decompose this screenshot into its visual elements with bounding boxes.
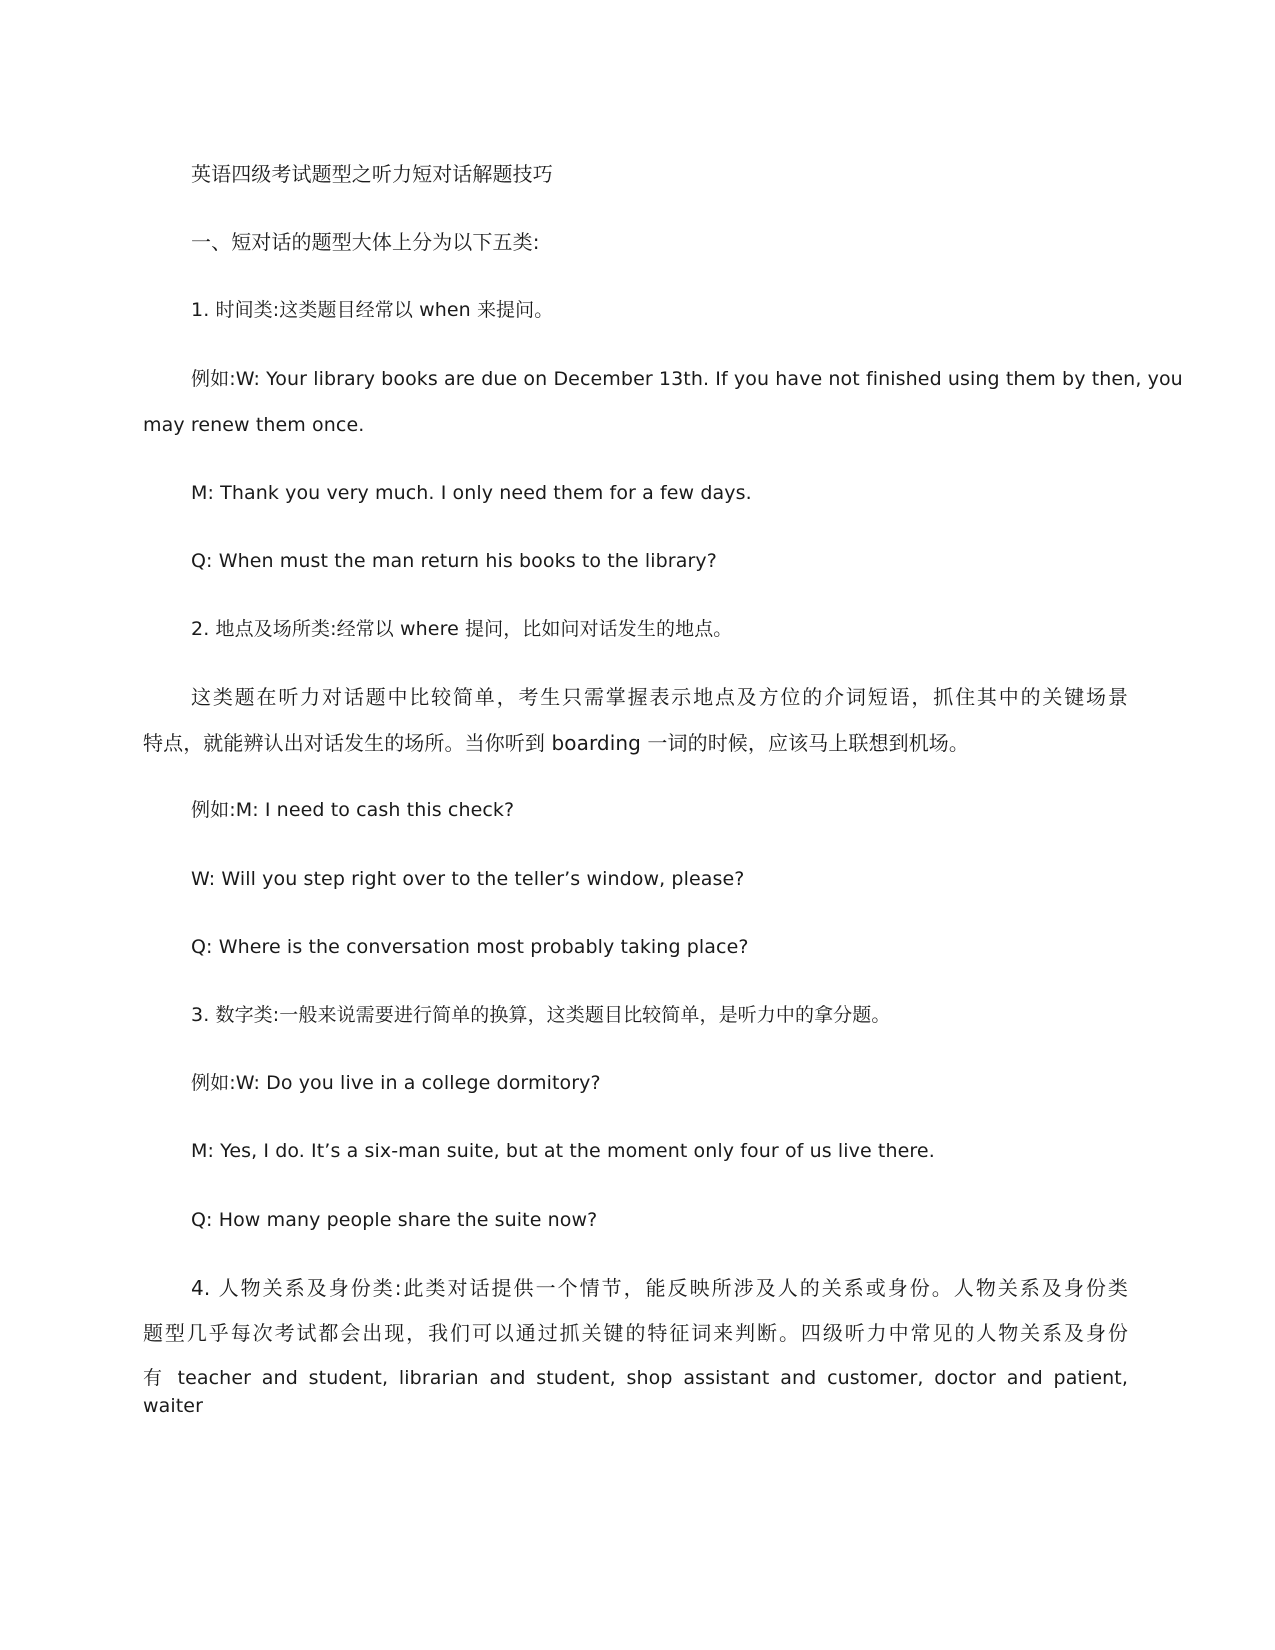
dialogue-line: W: Will you step right over to the teller’s window, please? — [191, 868, 745, 890]
paragraph-line: 题型几乎每次考试都会出现，我们可以通过抓关键的特征词来判断。四级听力中常见的人物关系及身份 — [143, 1321, 1128, 1345]
paragraph-line: 这类题在听力对话题中比较简单，考生只需掌握表示地点及方位的介词短语，抓住其中的关键场景 — [191, 685, 1128, 709]
example-line: 例如:W: Do you live in a college dormitory? — [191, 1072, 601, 1094]
paragraph-line: 有 teacher and student, librarian and student, shop assistant and customer, doctor and patient, waiter — [143, 1367, 1128, 1417]
question-line: Q: Where is the conversation most probably taking place? — [191, 936, 749, 958]
example-line: 例如:M: I need to cash this check? — [191, 799, 515, 821]
section-heading: 一、短对话的题型大体上分为以下五类: — [191, 230, 540, 254]
example-line-continued: may renew them once. — [143, 414, 365, 436]
example-line: 例如:W: Your library books are due on December 13th. If you have not finished using them by then, you — [191, 368, 1183, 390]
item-heading: 2. 地点及场所类:经常以 where 提问，比如问对话发生的地点。 — [191, 618, 733, 640]
question-line: Q: When must the man return his books to the library? — [191, 550, 717, 572]
item-heading: 3. 数字类:一般来说需要进行简单的换算，这类题目比较简单，是听力中的拿分题。 — [191, 1004, 891, 1026]
document-title: 英语四级考试题型之听力短对话解题技巧 — [191, 162, 553, 186]
paragraph-line: 特点，就能辨认出对话发生的场所。当你听到 boarding 一词的时候，应该马上联想到机场。 — [143, 731, 969, 755]
dialogue-line: M: Thank you very much. I only need them for a few days. — [191, 482, 752, 504]
item-heading: 1. 时间类:这类题目经常以 when 来提问。 — [191, 299, 554, 321]
dialogue-line: M: Yes, I do. It’s a six-man suite, but at the moment only four of us live there. — [191, 1140, 935, 1162]
item-heading: 4. 人物关系及身份类:此类对话提供一个情节，能反映所涉及人的关系或身份。人物关系及身份类 — [191, 1276, 1128, 1300]
question-line: Q: How many people share the suite now? — [191, 1209, 598, 1231]
